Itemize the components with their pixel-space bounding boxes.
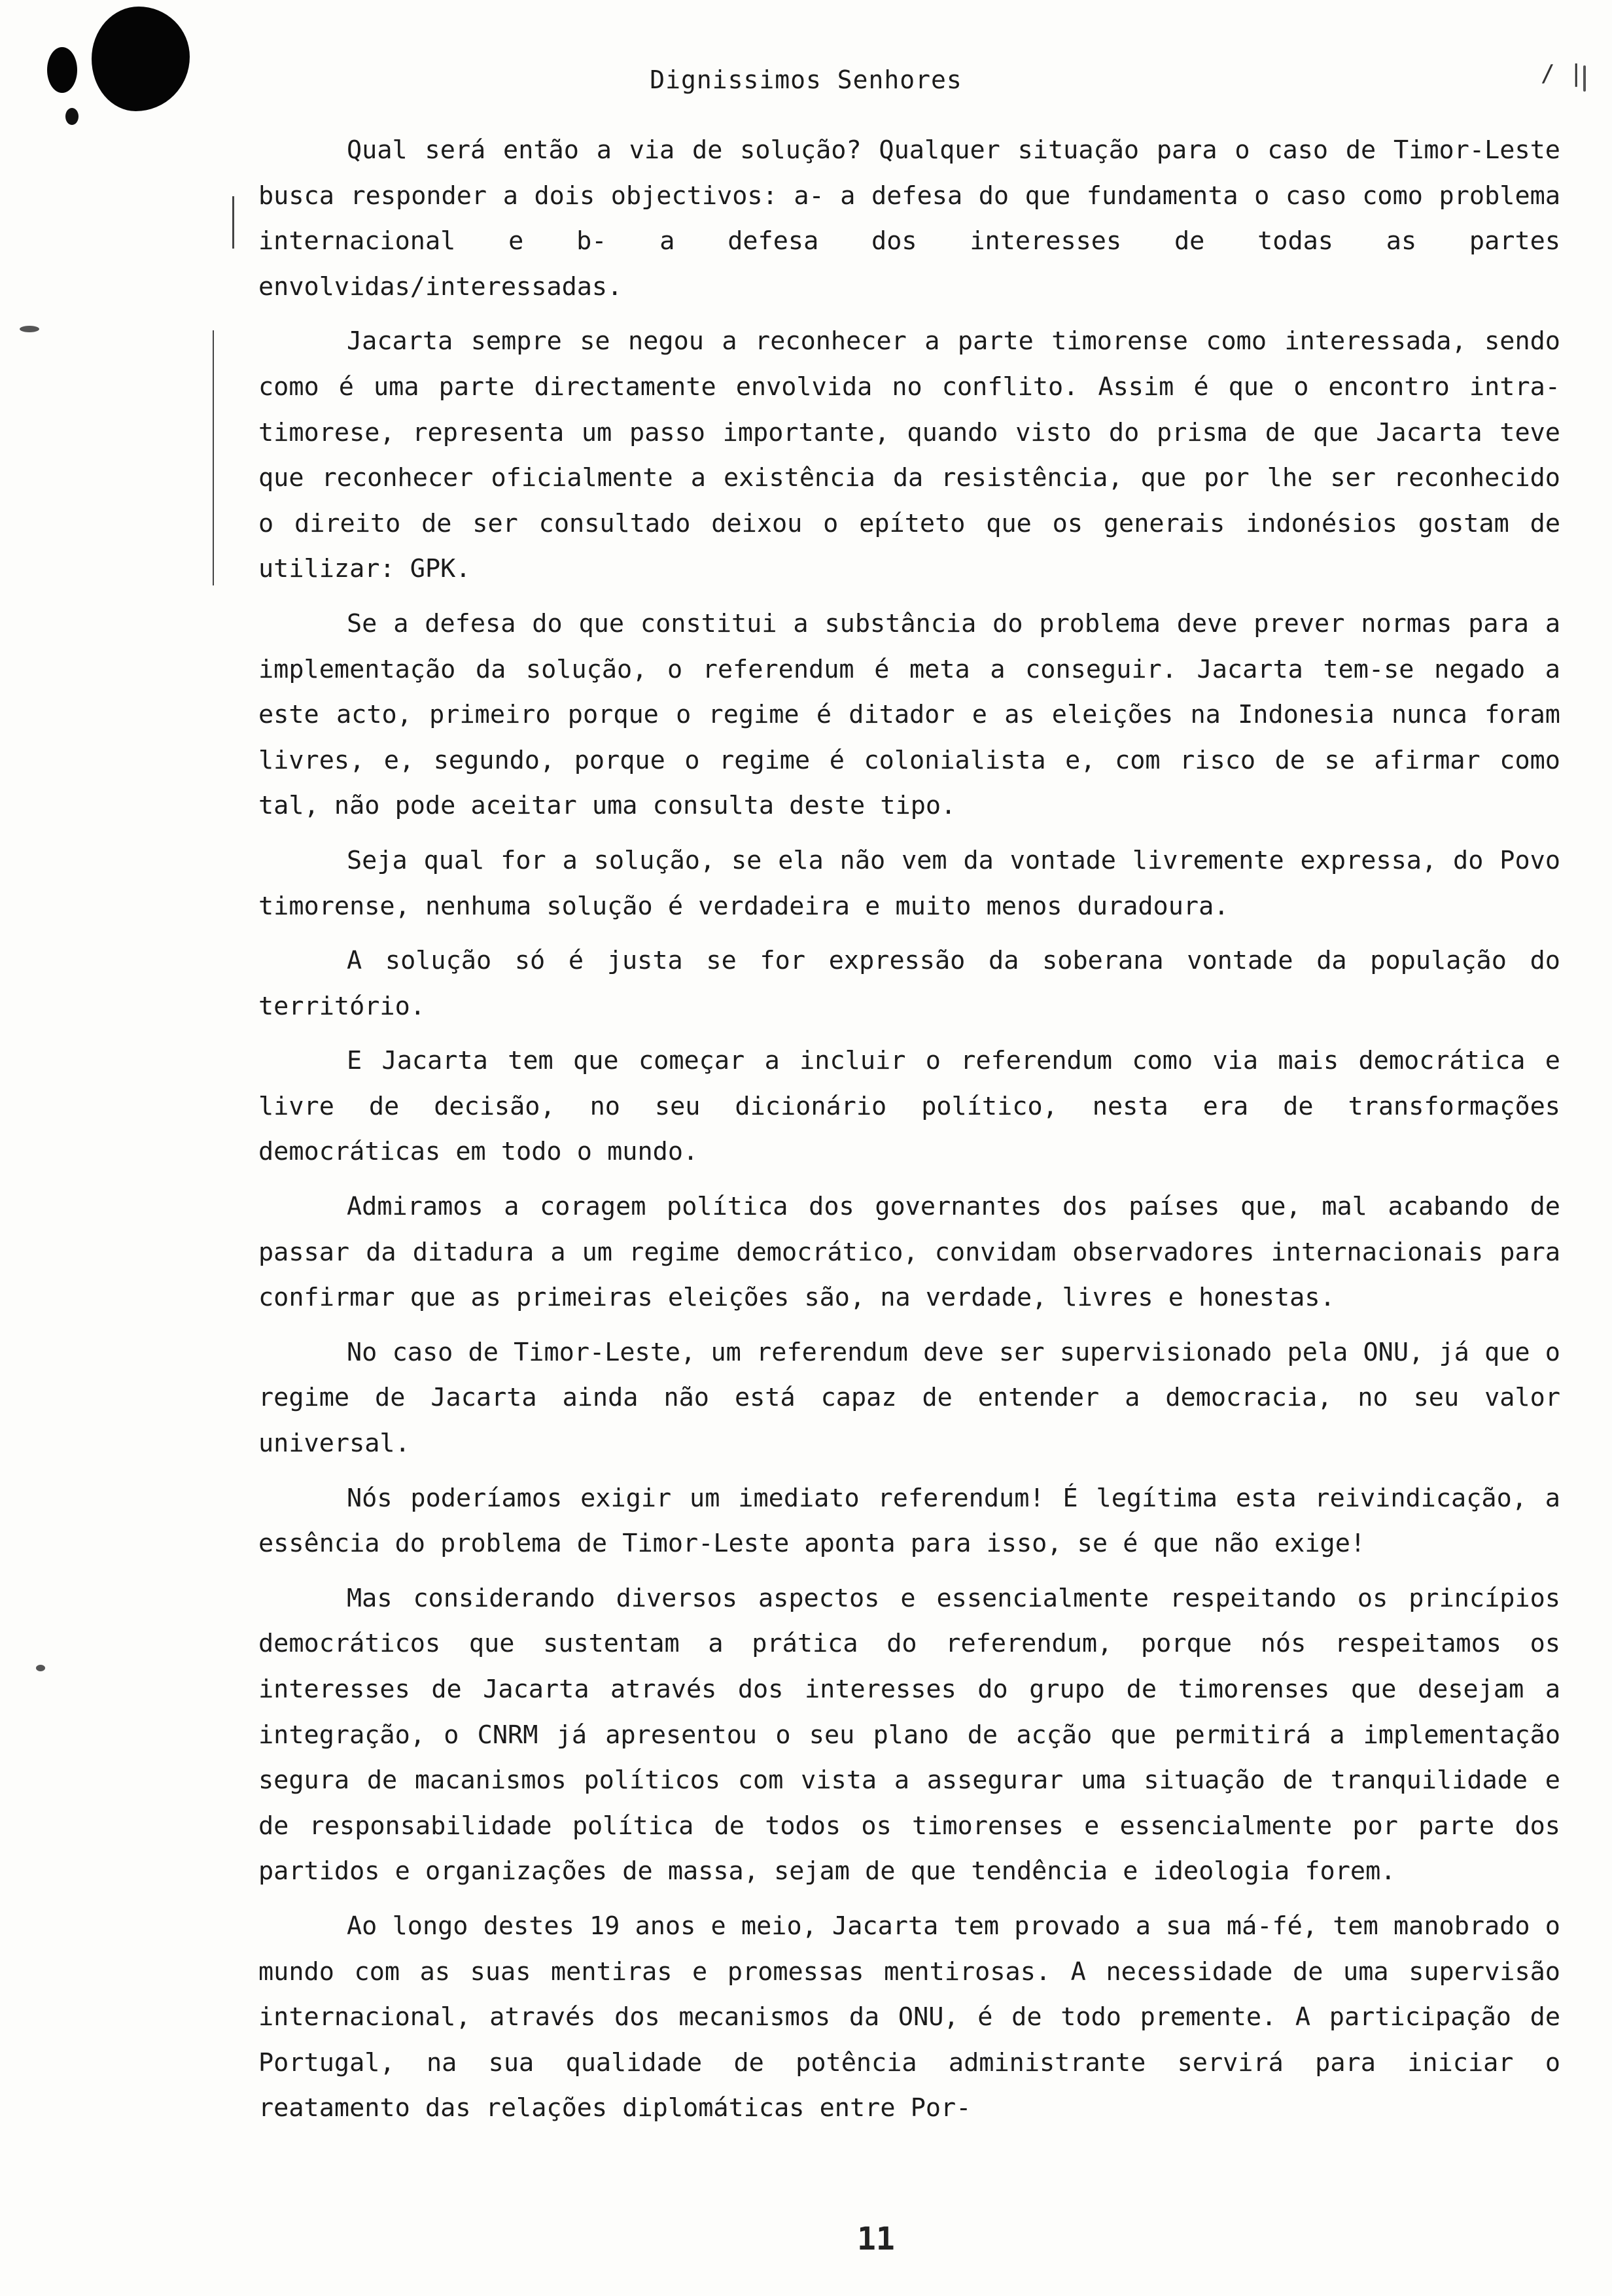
paragraph: Seja qual for a solução, se ela não vem da vontade livremente expressa, do Povo timorense, nenhuma solução é verdadeira e muito menos duradoura.	[258, 845, 1560, 921]
paragraph: Ao longo destes 19 anos e meio, Jacarta tem provado a sua má-fé, tem manobrado o mundo com as suas mentiras e promessas mentirosas. A necessidade de uma supervisão internacional, através dos mecanismos da ONU, é de todo premente. A participação de Portugal, na sua qualidade de potência administrante servirá para iniciar o reatamento das relações diplomáticas entre Por-	[258, 1911, 1560, 2123]
scan-speck	[20, 326, 39, 332]
page-number: 11	[857, 2221, 895, 2257]
scan-speck	[36, 1665, 45, 1671]
letter-body	[258, 128, 1560, 2140]
margin-mark	[213, 330, 214, 585]
paragraph: Admiramos a coragem política dos governantes dos países que, mal acabando de passar da ditadura a um regime democrático, convidam observadores internacionais para confirmar que as primeiras eleições são, na verdade, livres e honestas.	[258, 1192, 1560, 1313]
paragraph: E Jacarta tem que começar a incluir o referendum como via mais democrática e livre de decisão, no seu dicionário político, nesta era de transformações democráticas em todo o mundo.	[258, 1046, 1560, 1167]
paragraph: Qual será então a via de solução? Qualquer situação para o caso de Timor-Leste busca responder a dois objectivos: a- a defesa do que fundamenta o caso como problema internacional e b- a defesa dos interesses de todas as partes envolvidas/interessadas.	[258, 135, 1560, 302]
ink-blot-mark	[92, 7, 190, 111]
paragraph: No caso de Timor-Leste, um referendum deve ser supervisionado pela ONU, já que o regime de Jacarta ainda não está capaz de entender a democracia, no seu valor universal.	[258, 1337, 1560, 1459]
margin-mark	[232, 196, 234, 249]
ink-dot-mark	[65, 108, 79, 125]
letter-salutation: Dignissimos Senhores	[650, 65, 962, 94]
paragraph: Jacarta sempre se negou a reconhecer a parte timorense como interessada, sendo como é uma parte directamente envolvida no conflito. Assim é que o encontro intra-timorese, representa um passo importante, quando visto do prisma de que Jacarta teve que reconhecer oficialmente a existência da resistência, que por lhe ser reconhecido o direito de ser consultado deixou o epíteto que os generais indonésios gostam de utilizar: GPK.	[258, 326, 1560, 584]
paragraph: Se a defesa do que constitui a substância do problema deve prever normas para a implementação da solução, o referendum é meta a conseguir. Jacarta tem-se negado a este acto, primeiro porque o regime é ditador e as eleições na Indonesia nunca foram livres, e, segundo, porque o regime é colonialista e, com risco de se afirmar como tal, não pode aceitar uma consulta deste tipo.	[258, 608, 1560, 821]
paragraph: Mas considerando diversos aspectos e essencialmente respeitando os princípios democráticos que sustentam a prática do referendum, porque nós respeitamos os interesses de Jacarta através dos interesses do grupo de timorenses que desejam a integração, o CNRM já apresentou o seu plano de acção que permitirá a implementação segura de macanismos políticos com vista a assegurar uma situação de tranquilidade e de responsabilidade política de todos os timorenses e essencialmente por parte dos partidos e organizações de massa, sejam de que tendência e ideologia forem.	[258, 1583, 1560, 1887]
page-corner-mark: / |	[1541, 60, 1584, 87]
paragraph: A solução só é justa se for expressão da soberana vontade da população do território.	[258, 946, 1560, 1021]
paragraph: Nós poderíamos exigir um imediato referendum! É legítima esta reivindicação, a essência do problema de Timor-Leste aponta para isso, se é que não exige!	[258, 1483, 1560, 1559]
